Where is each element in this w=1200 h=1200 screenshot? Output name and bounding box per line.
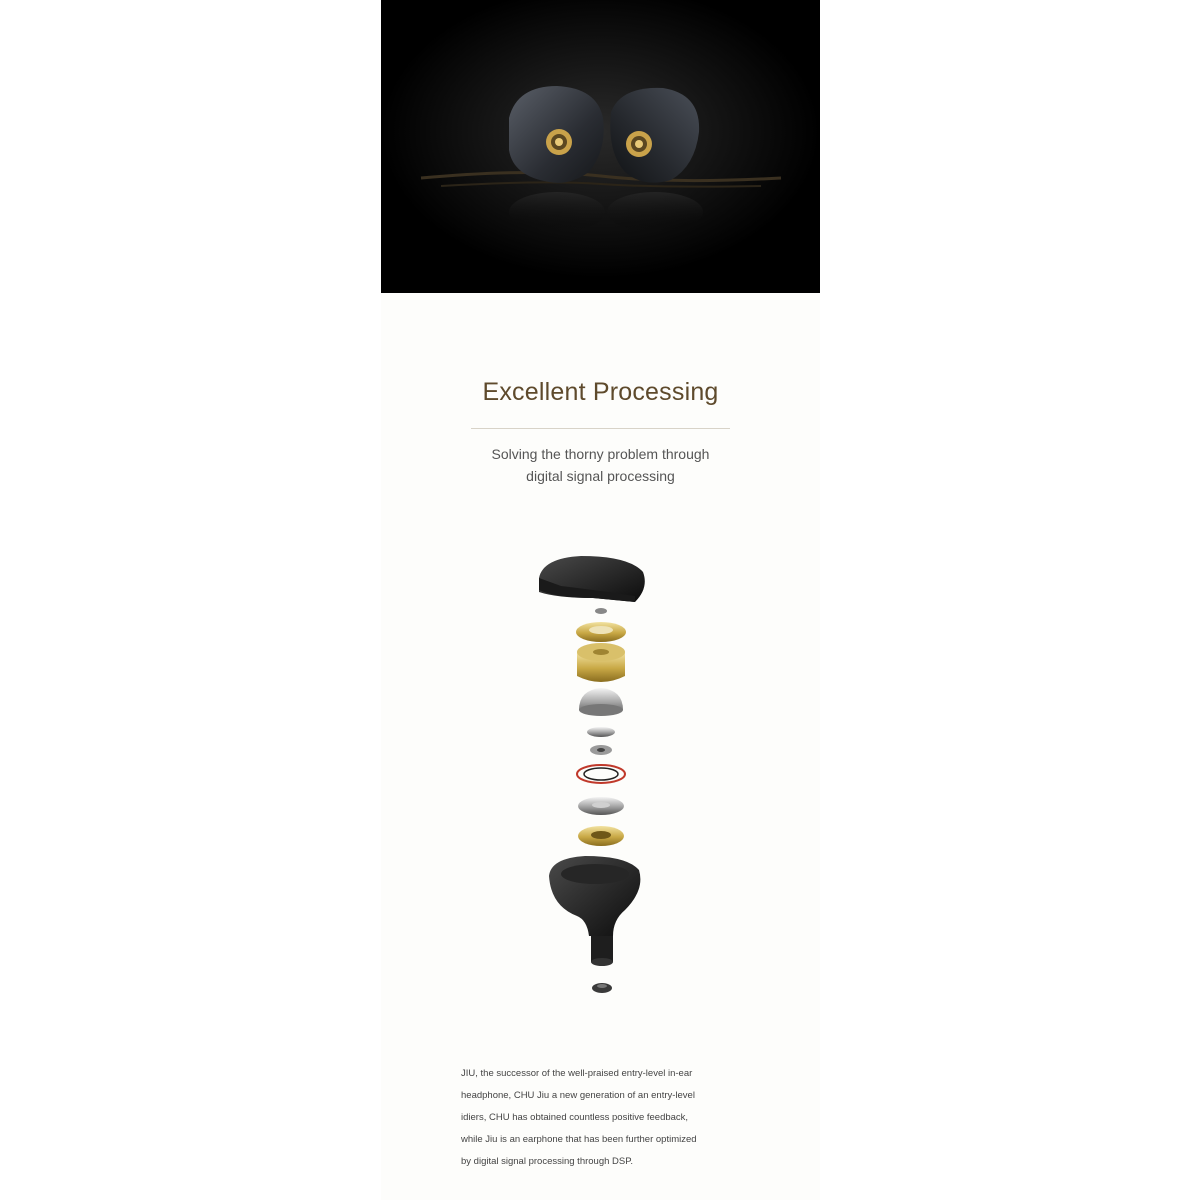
hero-image	[381, 0, 820, 293]
description-line: by digital signal processing through DSP.	[461, 1156, 633, 1167]
description-line: JIU, the successor of the well-praised entry-level in-ear	[461, 1068, 693, 1079]
shell-cover	[539, 556, 645, 602]
description-line: while Jiu is an earphone that has been further optimized	[461, 1134, 697, 1145]
exploded-view-image	[381, 540, 820, 1010]
screw	[595, 608, 607, 614]
flower-emblem-icon	[546, 129, 572, 155]
subtitle-line: Solving the thorny problem through	[491, 446, 710, 462]
small-disk	[587, 727, 615, 737]
subtitle-line: digital signal processing	[526, 468, 675, 484]
title-divider	[471, 428, 730, 429]
gold-driver	[577, 643, 625, 682]
section-title: Excellent Processing	[482, 378, 719, 406]
section-subtitle	[381, 443, 820, 487]
black-housing	[549, 856, 640, 966]
description-line: idiers, CHU has obtained countless positive feedback,	[461, 1112, 689, 1123]
gold-plate	[578, 826, 624, 846]
gold-ring	[576, 622, 626, 642]
exploded-components-illustration	[381, 540, 820, 1010]
nozzle-filter	[592, 983, 612, 993]
description-paragraph	[461, 1063, 761, 1173]
washer	[590, 745, 612, 755]
description-line: headphone, CHU Jiu a new generation of an entry-level	[461, 1090, 695, 1101]
silver-ring	[578, 797, 624, 815]
chrome-dome	[579, 688, 623, 716]
red-o-ring	[577, 765, 625, 783]
flower-emblem-icon	[626, 131, 652, 157]
earphones-photo	[381, 0, 820, 293]
